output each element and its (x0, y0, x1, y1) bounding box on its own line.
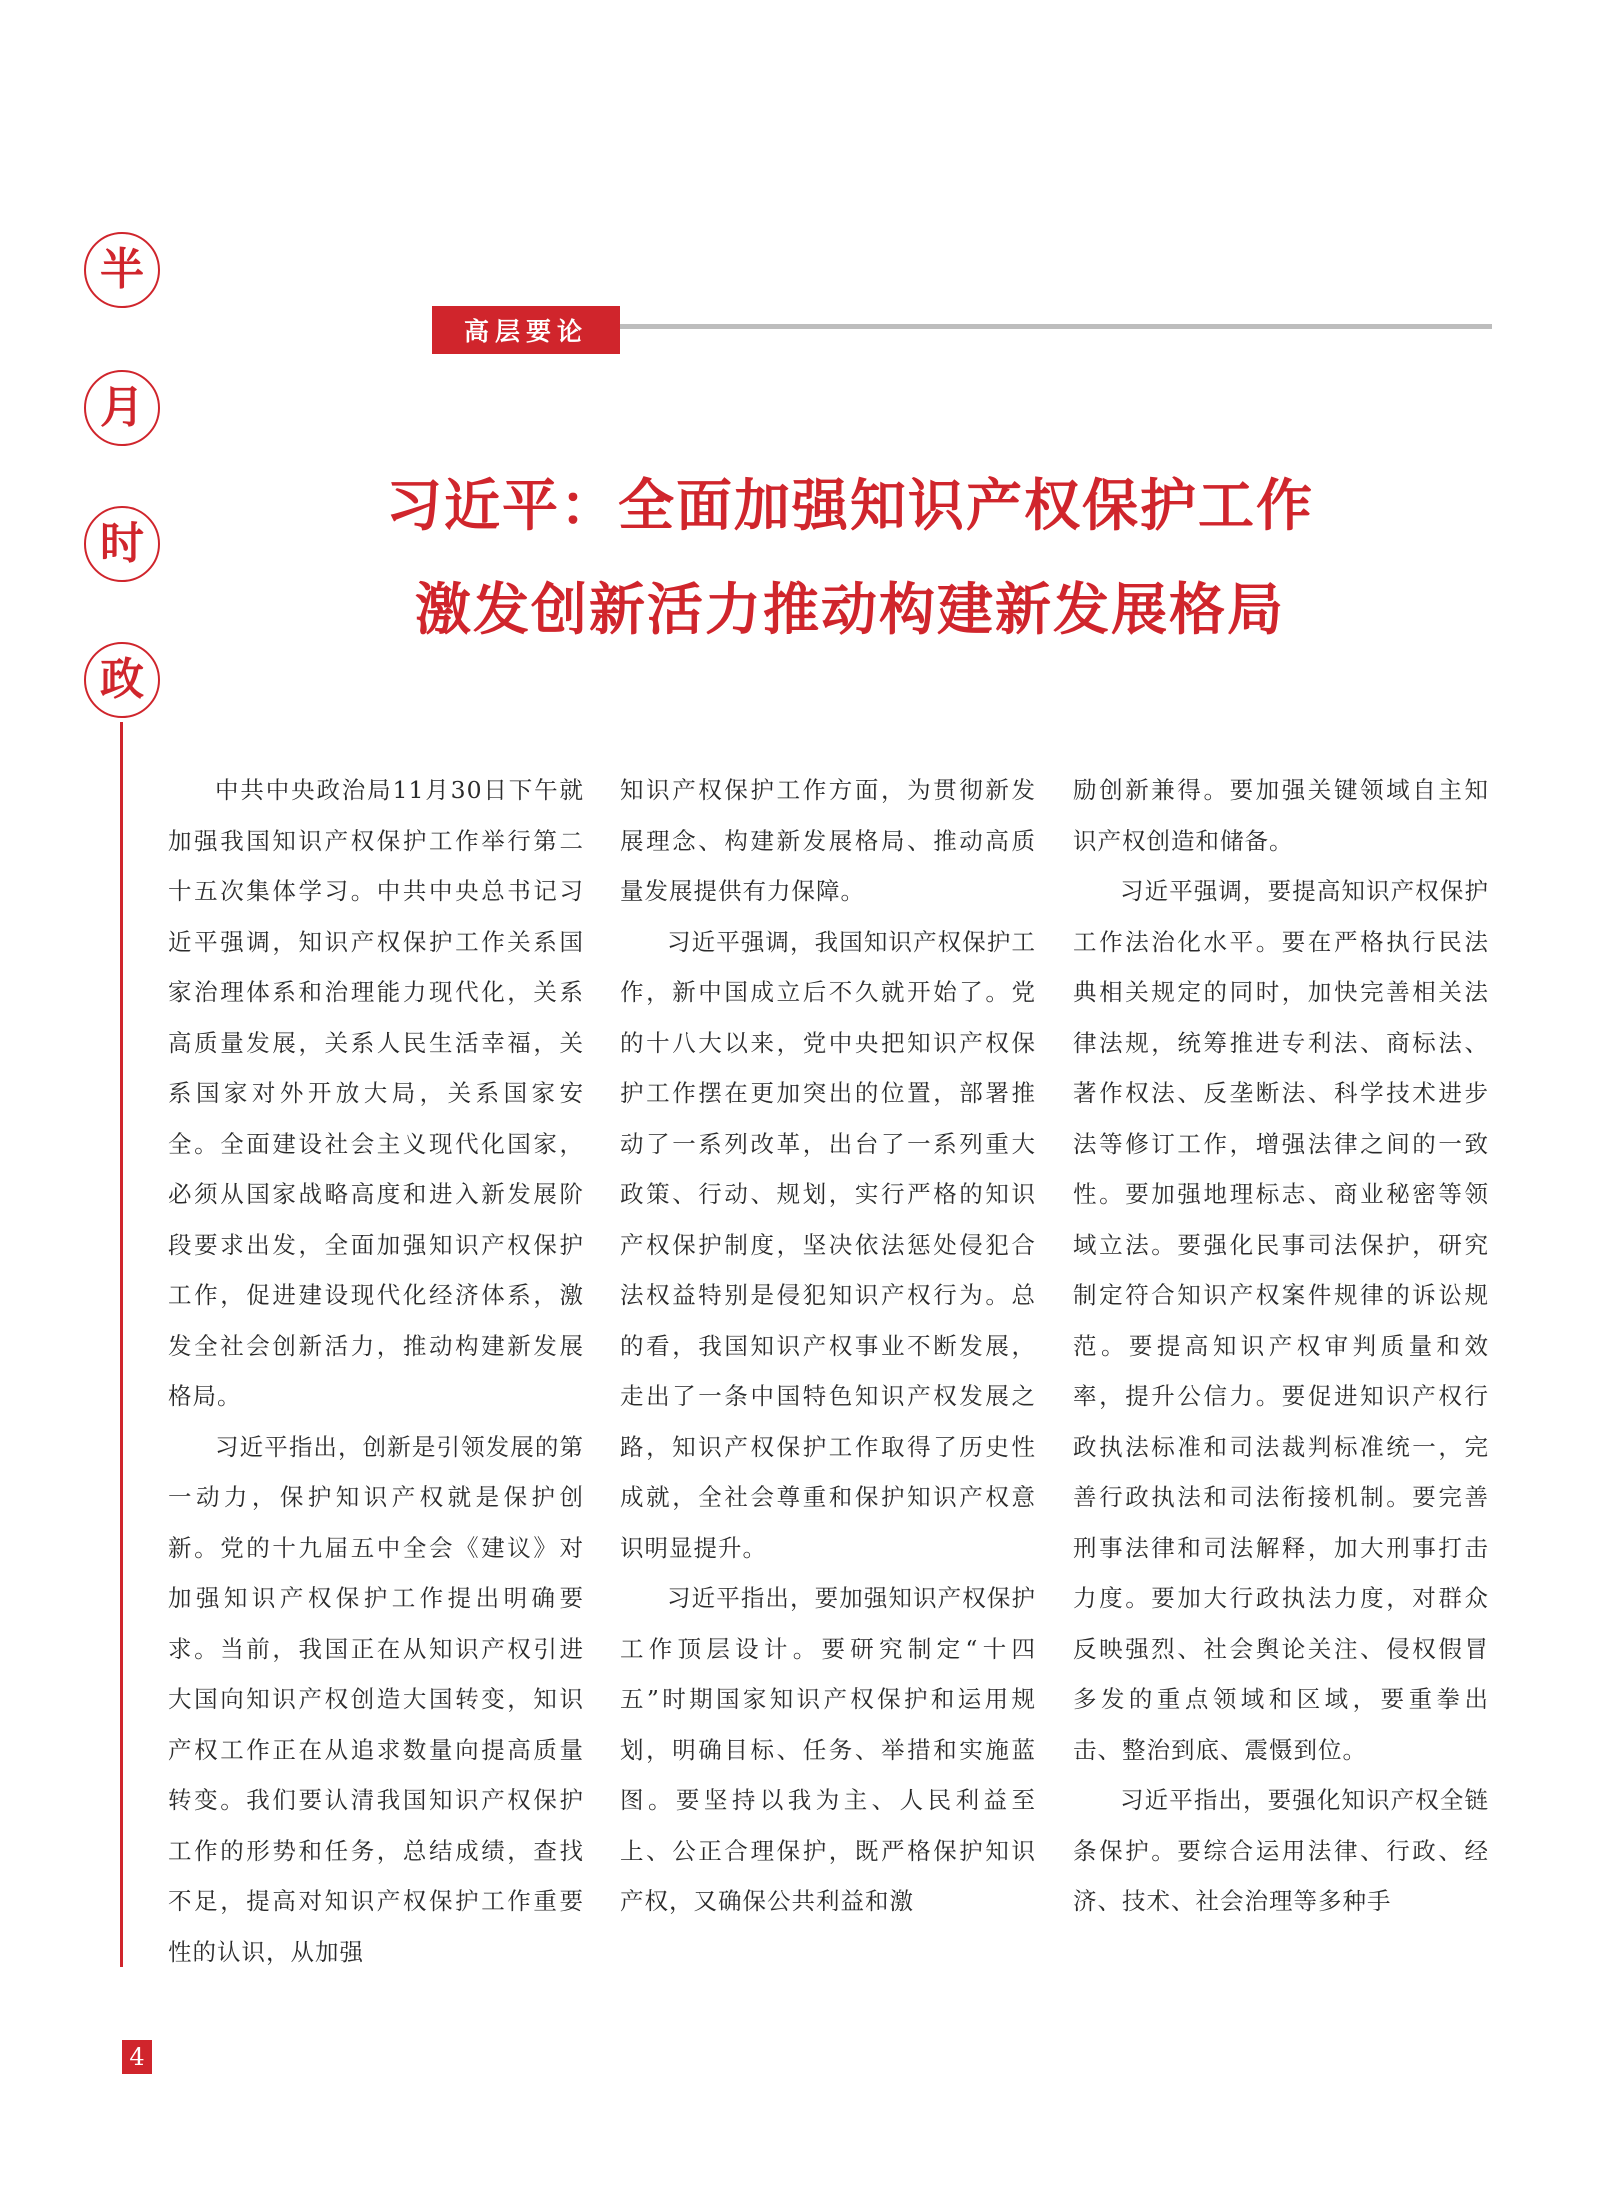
article-title-line-2: 激发创新活力推动构建新发展格局 (415, 578, 1285, 643)
sidebar-char-4: 政 (84, 642, 160, 718)
paragraph: 中共中央政治局11月30日下午就加强我国知识产权保护工作举行第二十五次集体学习。中共中央总书记习近平强调，知识产权保护工作关系国家治理体系和治理能力现代化，关系高质量发展，关系人民生活幸福，关系国家对外开放大局，关系国家安全。全面建设社会主义现代化国家，必须从国家战略高度和进入新发展阶段要求出发，全面加强知识产权保护工作，促进建设现代化经济体系，激发全社会创新活力，推动构建新发展格局。 (168, 776, 584, 1410)
paragraph: 习近平强调，我国知识产权保护工作，新中国成立后不久就开始了。党的十八大以来，党中央把知识产权保护工作摆在更加突出的位置，部署推动了一系列改革，出台了一系列重大政策、行动、规划，实行严格的知识产权保护制度，坚决依法惩处侵犯合法权益特别是侵犯知识产权行为。总的看，我国知识产权事业不断发展，走出了一条中国特色知识产权发展之路，知识产权保护工作取得了历史性成就，全社会尊重和保护知识产权意识明显提升。 (620, 927, 1036, 1562)
paragraph: 知识产权保护工作方面，为贯彻新发展理念、构建新发展格局、推动高质量发展提供有力保障。 (620, 776, 1036, 905)
sidebar-rule (120, 722, 123, 1967)
sidebar-char-3: 时 (84, 506, 160, 582)
article-title-line-1: 习近平：全面加强知识产权保护工作 (386, 474, 1314, 539)
section-label: 高层要论 (432, 306, 620, 354)
section-rule (620, 324, 1492, 329)
paragraph: 习近平指出，创新是引领发展的第一动力，保护知识产权就是保护创新。党的十九届五中全会《建议》对加强知识产权保护工作提出明确要求。当前，我国正在从知识产权引进大国向知识产权创造大国转变，知识产权工作正在从追求数量向提高质量转变。我们要认清我国知识产权保护工作的形势和任务，总结成绩，查找不足，提高对知识产权保护工作重要性的认识，从加强 (168, 1432, 584, 1966)
paragraph: 习近平强调，要提高知识产权保护工作法治化水平。要在严格执行民法典相关规定的同时，加快完善相关法律法规，统筹推进专利法、商标法、著作权法、反垄断法、科学技术进步法等修订工作，增强法律之间的一致性。要加强地理标志、商业秘密等领域立法。要强化民事司法保护，研究制定符合知识产权案件规律的诉讼规范。要提高知识产权审判质量和效率，提升公信力。要促进知识产权行政执法标准和司法裁判标准统一，完善行政执法和司法衔接机制。要完善刑事法律和司法解释，加大刑事打击力度。要加大行政执法力度，对群众反映强烈、社会舆论关注、侵权假冒多发的重点领域和区域，要重拳出击、整治到底、震慑到位。 (1073, 877, 1489, 1764)
article-column-3 (1073, 765, 1489, 1927)
sidebar-char-2: 月 (84, 370, 160, 446)
paragraph: 习近平指出，要加强知识产权保护工作顶层设计。要研究制定“十四五”时期国家知识产权保护和运用规划，明确目标、任务、举措和实施蓝图。要坚持以我为主、人民利益至上、公正合理保护，既严格保护知识产权，又确保公共利益和激 (620, 1584, 1036, 1915)
sidebar-char-1: 半 (84, 232, 160, 308)
paragraph: 励创新兼得。要加强关键领域自主知识产权创造和储备。 (1073, 776, 1489, 855)
page-number: 4 (122, 2040, 152, 2074)
article-column-2 (620, 765, 1036, 1927)
paragraph: 习近平指出，要强化知识产权全链条保护。要综合运用法律、行政、经济、技术、社会治理等多种手 (1073, 1786, 1489, 1915)
article-column-1 (168, 765, 584, 1977)
